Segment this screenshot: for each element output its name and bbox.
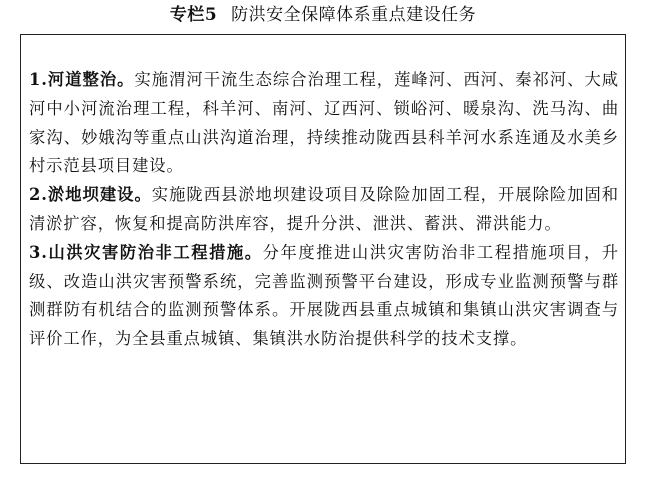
task-item-flash-flood <box>29 239 619 354</box>
column-title <box>0 4 646 26</box>
task-item-river <box>29 66 619 181</box>
task-body: 实施渭河干流生态综合治理工程，莲峰河、西河、秦祁河、大咸河中小河流治理工程，科羊河、南河、辽西河、锁峪河、暖泉沟、洗马沟、曲家沟、妙娥沟等重点山洪沟道治理，持续推动陇西县科羊河水系连通及水美乡村示范县项目建设。 <box>29 70 619 176</box>
column-box <box>20 34 626 464</box>
task-heading: 1.河道整治。 <box>29 70 135 89</box>
task-heading: 3.山洪灾害防治非工程措施。 <box>29 242 263 262</box>
task-item-dam <box>29 181 619 239</box>
column-title-text: 防洪安全保障体系重点建设任务 <box>231 5 477 25</box>
task-heading: 2.淤地坝建设。 <box>29 185 152 205</box>
column-content <box>29 66 619 354</box>
task-body: 实施陇西县淤地坝建设项目及除险加固工程，开展除险加固和清淤扩容，恢复和提高防洪库容，提升分洪、泄洪、蓄洪、滞洪能力。 <box>29 185 619 233</box>
task-body: 分年度推进山洪灾害防治非工程措施项目，升级、改造山洪灾害预警系统，完善监测预警平台建设，形成专业监测预警与群测群防有机结合的监测预警体系。开展陇西县重点城镇和集镇山洪灾害调查与评价工作，为全县重点城镇、集镇洪水防治提供科学的技术支撑。 <box>29 242 619 349</box>
column-tag: 专栏5 <box>169 5 218 25</box>
